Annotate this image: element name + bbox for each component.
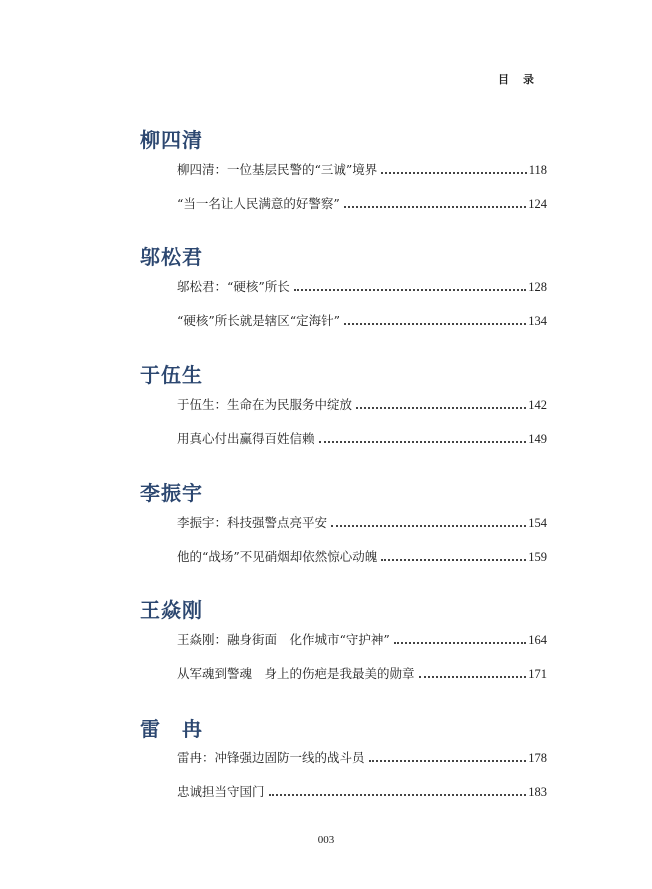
toc-entry[interactable] bbox=[177, 748, 547, 766]
section-title: 王焱刚 bbox=[140, 598, 203, 622]
dot-leader bbox=[381, 559, 526, 561]
toc-entry[interactable] bbox=[177, 160, 547, 178]
dot-leader bbox=[381, 172, 526, 174]
dot-leader bbox=[344, 323, 526, 325]
toc-entry-title: 忠诚担当守国门 bbox=[177, 784, 265, 799]
dot-leader bbox=[394, 642, 526, 644]
toc-entry[interactable] bbox=[177, 513, 547, 531]
dot-leader bbox=[331, 525, 526, 527]
dot-leader bbox=[294, 289, 526, 291]
toc-entry-page: 118 bbox=[528, 163, 547, 177]
toc-entry-page: 124 bbox=[528, 197, 547, 211]
toc-entry-title: 于伍生：生命在为民服务中绽放 bbox=[177, 397, 353, 412]
toc-entry[interactable] bbox=[177, 664, 547, 682]
toc-entry-title: 李振宇：科技强警点亮平安 bbox=[177, 515, 328, 530]
toc-entry-page: 149 bbox=[528, 432, 547, 446]
toc-entry-title: 雷冉：冲锋强边固防一线的战斗员 bbox=[177, 750, 365, 765]
toc-entry-page: 142 bbox=[528, 398, 547, 412]
section-title: 邬松君 bbox=[140, 245, 203, 269]
dot-leader bbox=[319, 441, 527, 443]
section-title: 雷 冉 bbox=[140, 717, 203, 741]
toc-entry-page: 134 bbox=[528, 314, 547, 328]
dot-leader bbox=[369, 760, 527, 762]
toc-entry-title: 柳四清：一位基层民警的“三诚”境界 bbox=[177, 162, 378, 177]
toc-entry-page: 154 bbox=[528, 516, 547, 530]
toc-entry[interactable] bbox=[177, 429, 547, 447]
toc-entry-title: 用真心付出赢得百姓信赖 bbox=[177, 431, 315, 446]
toc-entry-page: 128 bbox=[528, 280, 547, 294]
toc-entry-page: 159 bbox=[528, 550, 547, 564]
dot-leader bbox=[419, 676, 527, 678]
toc-entry[interactable] bbox=[177, 395, 547, 413]
dot-leader bbox=[356, 407, 526, 409]
toc-entry-page: 183 bbox=[528, 785, 547, 799]
toc-entry-title: 他的“战场”不见硝烟却依然惊心动魄 bbox=[177, 549, 378, 564]
section-title: 于伍生 bbox=[140, 363, 203, 387]
toc-entry[interactable] bbox=[177, 194, 547, 212]
section-title: 李振宇 bbox=[140, 481, 203, 505]
toc-entry[interactable] bbox=[177, 311, 547, 329]
toc-entry[interactable] bbox=[177, 547, 547, 565]
toc-entry-page: 178 bbox=[528, 751, 547, 765]
toc-entry-title: 王焱刚：融身街面 化作城市“守护神” bbox=[177, 632, 390, 647]
toc-entry-title: “硬核”所长就是辖区“定海针” bbox=[177, 313, 341, 328]
toc-entry[interactable] bbox=[177, 782, 547, 800]
toc-entry[interactable] bbox=[177, 630, 547, 648]
section-title: 柳四清 bbox=[140, 128, 203, 152]
toc-entry[interactable] bbox=[177, 277, 547, 295]
toc-entry-title: 从军魂到警魂 身上的伤疤是我最美的勋章 bbox=[177, 666, 415, 681]
running-header: 目录 bbox=[498, 73, 548, 86]
page-number: 003 bbox=[317, 834, 335, 846]
dot-leader bbox=[344, 206, 526, 208]
dot-leader bbox=[269, 794, 527, 796]
toc-entry-title: “当一名让人民满意的好警察” bbox=[177, 196, 340, 211]
toc-entry-title: 邬松君：“硬核”所长 bbox=[177, 279, 290, 294]
toc-entry-page: 171 bbox=[528, 667, 547, 681]
toc-entry-page: 164 bbox=[528, 633, 547, 647]
